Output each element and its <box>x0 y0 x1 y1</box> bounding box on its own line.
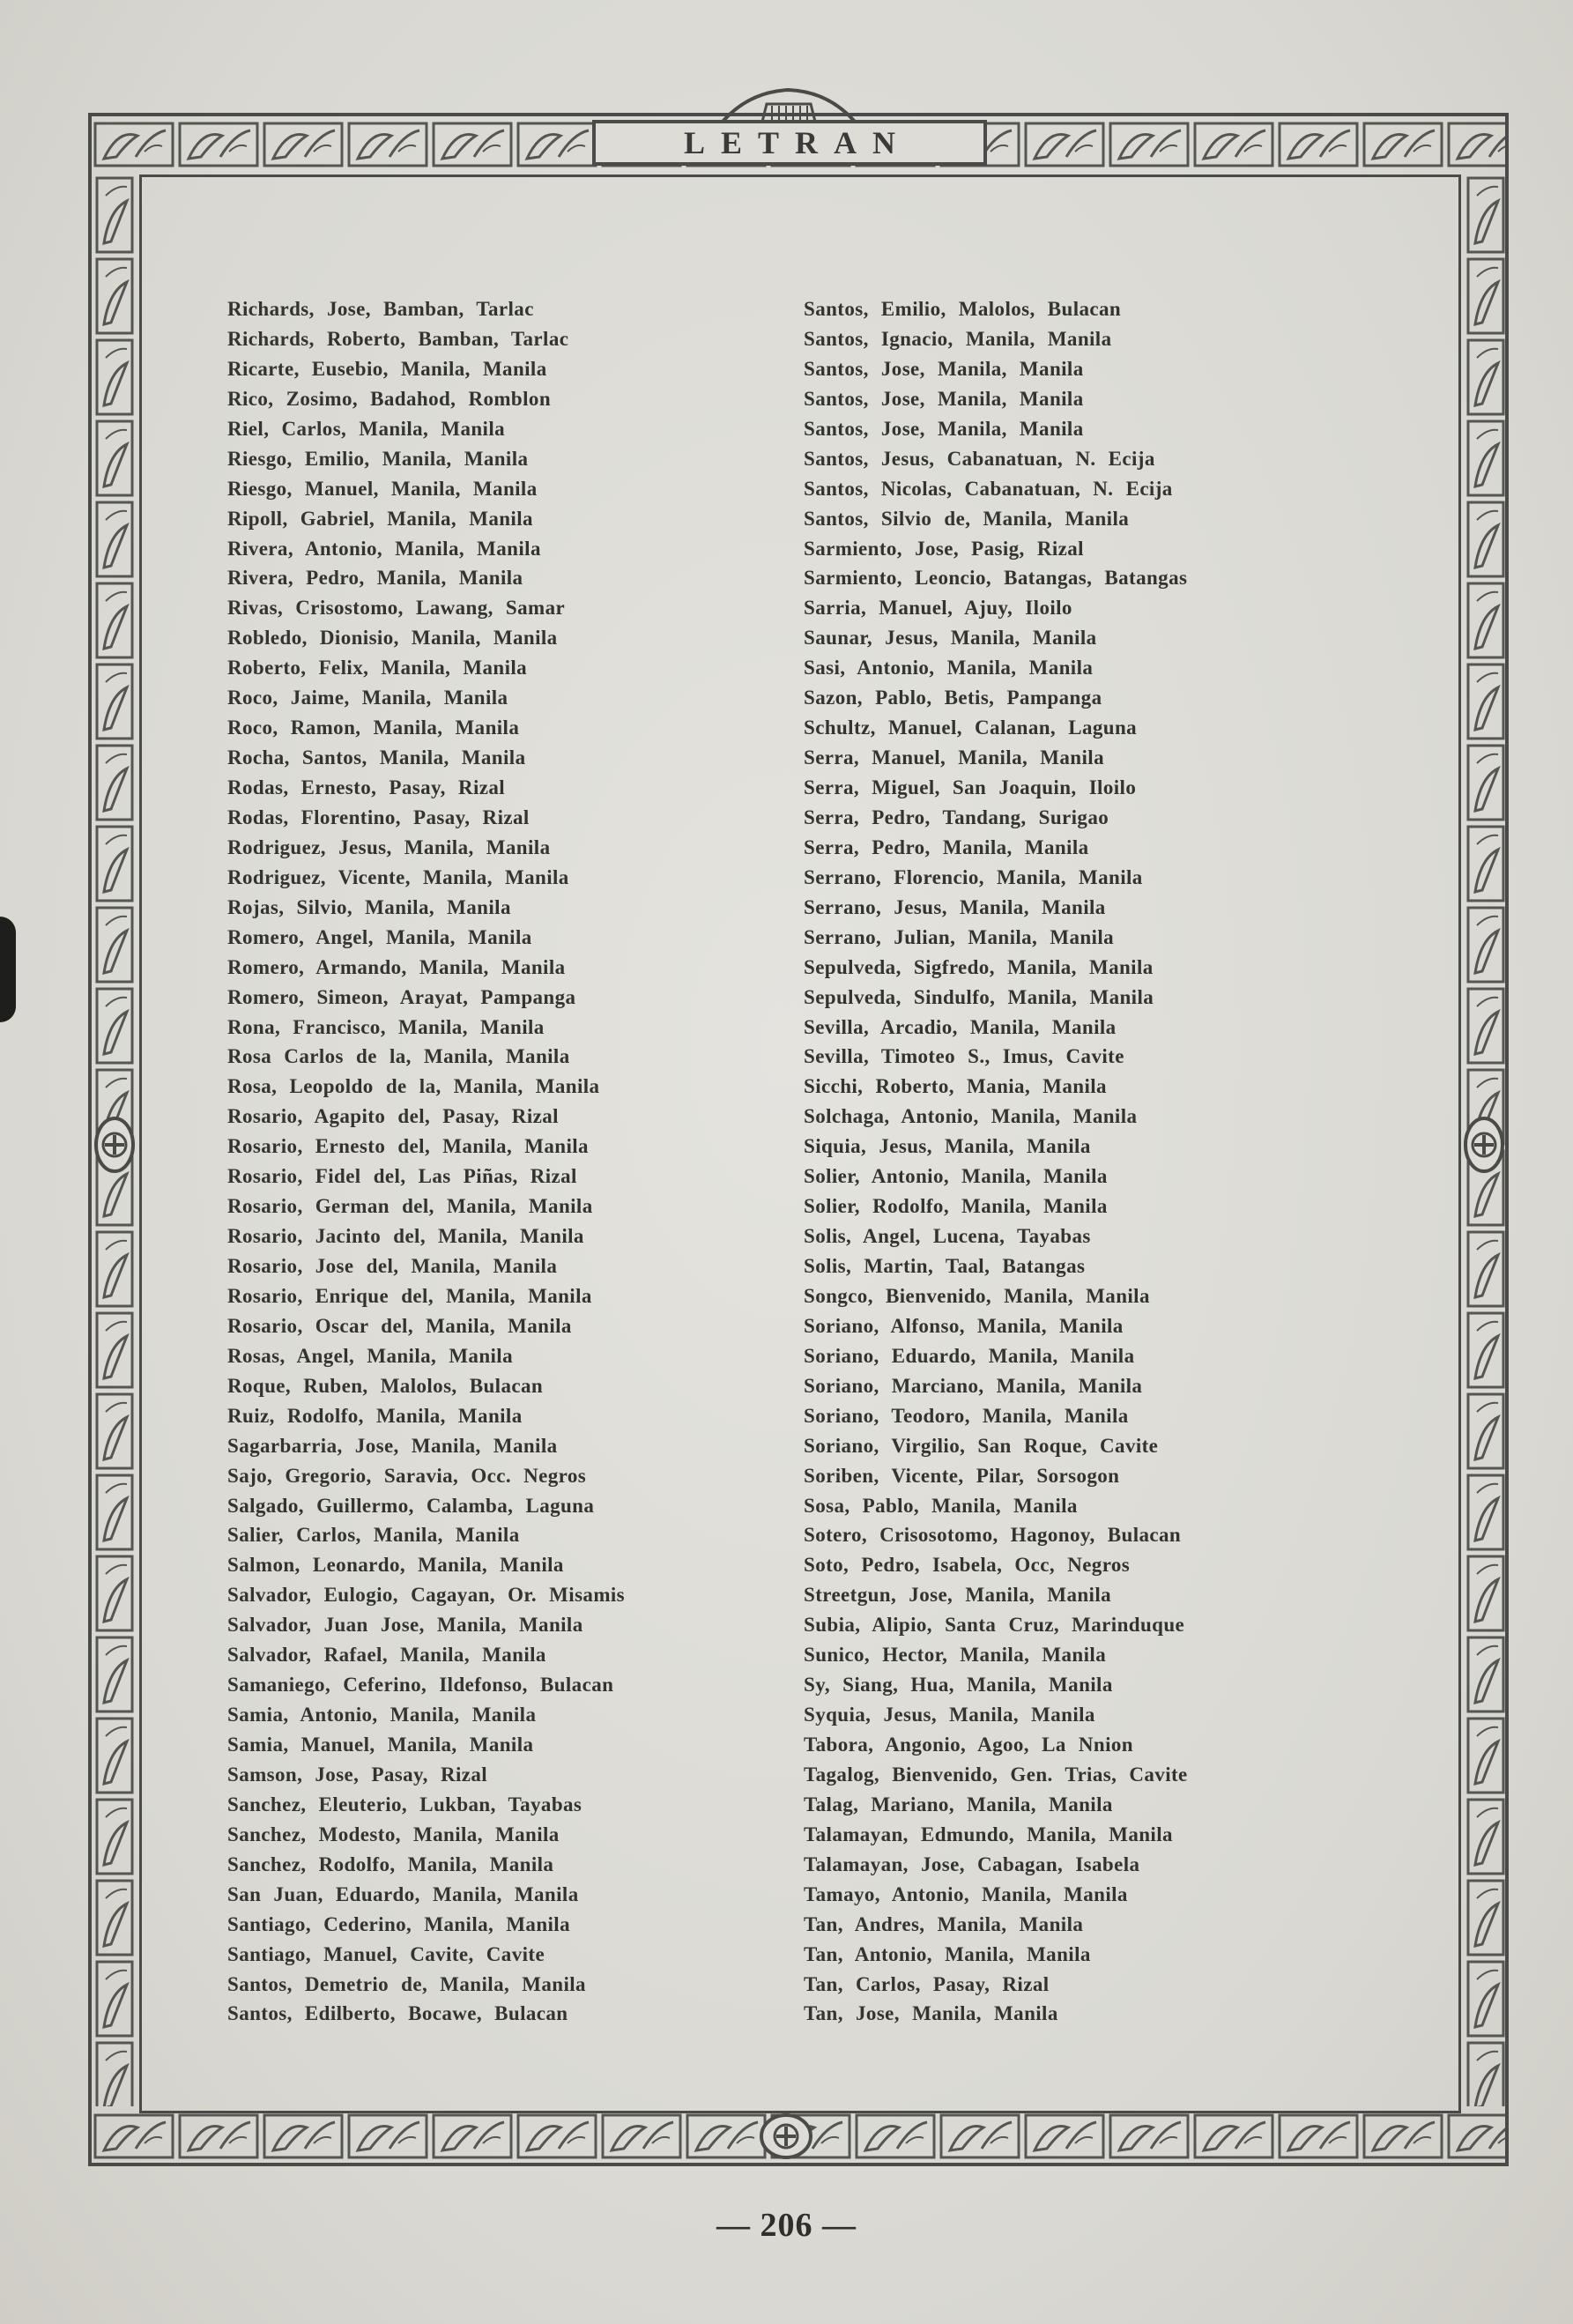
list-item: Serra, Miguel, San Joaquin, Iloilo <box>804 776 1137 798</box>
cross-medallion-right-icon <box>1463 1116 1505 1174</box>
list-item: Roque, Ruben, Malolos, Bulacan <box>227 1374 544 1397</box>
list-item: Samia, Manuel, Manila, Manila <box>227 1734 534 1756</box>
list-item: Soriano, Virgilio, San Roque, Cavite <box>804 1434 1159 1457</box>
list-item: Romero, Simeon, Arayat, Pampanga <box>227 985 576 1008</box>
list-item: Schultz, Manuel, Calanan, Laguna <box>804 717 1138 739</box>
header-plaque <box>592 120 987 166</box>
list-item: Rosas, Angel, Manila, Manila <box>227 1344 514 1367</box>
list-item: Rosario, German del, Manila, Manila <box>227 1195 593 1218</box>
list-item: Sanchez, Rodolfo, Manila, Manila <box>227 1853 554 1875</box>
list-item: Talamayan, Edmundo, Manila, Manila <box>804 1823 1173 1845</box>
list-item: Sevilla, Timoteo S., Imus, Cavite <box>804 1045 1124 1068</box>
cross-medallion-left-icon <box>93 1116 136 1174</box>
list-item: Saunar, Jesus, Manila, Manila <box>804 627 1097 650</box>
list-item: Salvador, Rafael, Manila, Manila <box>227 1644 546 1667</box>
list-item: Santiago, Manuel, Cavite, Cavite <box>227 1942 545 1965</box>
list-item: Soriben, Vicente, Pilar, Sorsogon <box>804 1464 1120 1487</box>
list-item: Salier, Carlos, Manila, Manila <box>227 1524 520 1547</box>
list-item: Tabora, Angonio, Agoo, La Nnion <box>804 1734 1133 1756</box>
list-item: Rivera, Pedro, Manila, Manila <box>227 567 523 590</box>
list-item: Salvador, Eulogio, Cagayan, Or. Misamis <box>227 1584 626 1607</box>
list-item: Riesgo, Manuel, Manila, Manila <box>227 477 538 500</box>
list-item: Sajo, Gregorio, Saravia, Occ. Negros <box>227 1464 587 1487</box>
list-item: Salgado, Guillermo, Calamba, Laguna <box>227 1494 595 1517</box>
list-item: Solis, Martin, Taal, Batangas <box>804 1255 1086 1277</box>
list-item: Sarmiento, Jose, Pasig, Rizal <box>804 537 1084 560</box>
list-item: Subia, Alipio, Santa Cruz, Marinduque <box>804 1614 1185 1637</box>
list-item: Rosario, Jacinto del, Manila, Manila <box>227 1225 584 1248</box>
list-item: Robledo, Dionisio, Manila, Manila <box>227 627 558 650</box>
list-item: Sanchez, Modesto, Manila, Manila <box>227 1823 560 1845</box>
list-item: Sazon, Pablo, Betis, Pampanga <box>804 687 1102 709</box>
list-item: Santos, Emilio, Malolos, Bulacan <box>804 298 1122 320</box>
list-item: Rosa, Leopoldo de la, Manila, Manila <box>227 1075 600 1098</box>
list-item: Santos, Demetrio de, Manila, Manila <box>227 1972 586 1995</box>
list-item: Roco, Ramon, Manila, Manila <box>227 717 520 739</box>
list-item: Rona, Francisco, Manila, Manila <box>227 1015 545 1038</box>
list-item: Tan, Carlos, Pasay, Rizal <box>804 1972 1050 1995</box>
list-item: Rocha, Santos, Manila, Manila <box>227 746 526 769</box>
list-item: Rodriguez, Vicente, Manila, Manila <box>227 865 569 888</box>
list-item: Riel, Carlos, Manila, Manila <box>227 417 506 440</box>
list-item: Tamayo, Antonio, Manila, Manila <box>804 1882 1128 1905</box>
list-item: Soriano, Teodoro, Manila, Manila <box>804 1404 1129 1427</box>
list-item: Salvador, Juan Jose, Manila, Manila <box>227 1614 583 1637</box>
list-item: Romero, Armando, Manila, Manila <box>227 955 566 978</box>
list-item: Riesgo, Emilio, Manila, Manila <box>227 447 529 470</box>
list-item: Sepulveda, Sigfredo, Manila, Manila <box>804 955 1154 978</box>
list-item: Rosario, Jose del, Manila, Manila <box>227 1255 558 1277</box>
list-item: Santos, Nicolas, Cabanatuan, N. Ecija <box>804 477 1173 500</box>
list-item: Santos, Ignacio, Manila, Manila <box>804 327 1112 350</box>
list-item: Rodriguez, Jesus, Manila, Manila <box>227 835 551 858</box>
list-item: Rodas, Florentino, Pasay, Rizal <box>227 806 530 828</box>
list-item: Sy, Siang, Hua, Manila, Manila <box>804 1674 1113 1697</box>
list-item: Richards, Jose, Bamban, Tarlac <box>227 298 534 320</box>
list-item: Santos, Edilberto, Bocawe, Bulacan <box>227 2002 568 2025</box>
list-item: Serra, Pedro, Tandang, Surigao <box>804 806 1109 828</box>
list-item: Sagarbarria, Jose, Manila, Manila <box>227 1434 558 1457</box>
list-item: Sarria, Manuel, Ajuy, Iloilo <box>804 597 1072 620</box>
list-item: Sotero, Crisosotomo, Hagonoy, Bulacan <box>804 1524 1182 1547</box>
list-item: Soriano, Eduardo, Manila, Manila <box>804 1344 1135 1367</box>
list-item: Soto, Pedro, Isabela, Occ, Negros <box>804 1554 1131 1577</box>
list-item: Syquia, Jesus, Manila, Manila <box>804 1704 1095 1726</box>
list-item: Sasi, Antonio, Manila, Manila <box>804 657 1094 679</box>
list-item: Sevilla, Arcadio, Manila, Manila <box>804 1015 1117 1038</box>
list-item: Sanchez, Eleuterio, Lukban, Tayabas <box>227 1793 582 1815</box>
list-item: Santos, Jose, Manila, Manila <box>804 417 1084 440</box>
list-item: Serra, Manuel, Manila, Manila <box>804 746 1104 769</box>
list-item: Sicchi, Roberto, Mania, Manila <box>804 1075 1107 1098</box>
list-item: Soriano, Marciano, Manila, Manila <box>804 1374 1143 1397</box>
list-item: Rojas, Silvio, Manila, Manila <box>227 895 511 918</box>
list-item: Santos, Jose, Manila, Manila <box>804 357 1084 380</box>
list-item: Santos, Jose, Manila, Manila <box>804 387 1084 410</box>
list-item: San Juan, Eduardo, Manila, Manila <box>227 1882 579 1905</box>
list-item: Rosario, Enrique del, Manila, Manila <box>227 1284 592 1307</box>
list-item: Serrano, Florencio, Manila, Manila <box>804 865 1143 888</box>
list-item: Siquia, Jesus, Manila, Manila <box>804 1135 1091 1158</box>
crest-ornament-icon <box>714 86 864 123</box>
list-item: Tan, Antonio, Manila, Manila <box>804 1942 1091 1965</box>
list-item: Samia, Antonio, Manila, Manila <box>227 1704 537 1726</box>
list-item: Santos, Jesus, Cabanatuan, N. Ecija <box>804 447 1155 470</box>
list-item: Ruiz, Rodolfo, Manila, Manila <box>227 1404 523 1427</box>
list-item: Romero, Angel, Manila, Manila <box>227 925 532 948</box>
list-item: Talamayan, Jose, Cabagan, Isabela <box>804 1853 1140 1875</box>
list-item: Richards, Roberto, Bamban, Tarlac <box>227 327 569 350</box>
list-item: Serrano, Jesus, Manila, Manila <box>804 895 1106 918</box>
list-item: Salmon, Leonardo, Manila, Manila <box>227 1554 564 1577</box>
list-item: Samson, Jose, Pasay, Rizal <box>227 1763 488 1786</box>
list-item: Santos, Silvio de, Manila, Manila <box>804 507 1130 530</box>
list-item: Solchaga, Antonio, Manila, Manila <box>804 1105 1138 1128</box>
list-item: Songco, Bienvenido, Manila, Manila <box>804 1284 1150 1307</box>
list-item: Rosario, Fidel del, Las Piñas, Rizal <box>227 1165 577 1188</box>
list-item: Ricarte, Eusebio, Manila, Manila <box>227 357 547 380</box>
list-item: Rivera, Antonio, Manila, Manila <box>227 537 541 560</box>
name-list-left <box>227 294 774 2029</box>
list-item: Serra, Pedro, Manila, Manila <box>804 835 1089 858</box>
list-item: Rivas, Crisostomo, Lawang, Samar <box>227 597 566 620</box>
list-item: Tan, Andres, Manila, Manila <box>804 1912 1084 1935</box>
header-title: LETRAN <box>683 125 912 160</box>
list-item: Santiago, Cederino, Manila, Manila <box>227 1912 571 1935</box>
list-item: Rosario, Oscar del, Manila, Manila <box>227 1314 572 1337</box>
list-item: Rodas, Ernesto, Pasay, Rizal <box>227 776 506 798</box>
list-item: Soriano, Alfonso, Manila, Manila <box>804 1314 1124 1337</box>
list-item: Solis, Angel, Lucena, Tayabas <box>804 1225 1091 1248</box>
page-number: — 206 — <box>716 2207 857 2244</box>
list-item: Talag, Mariano, Manila, Manila <box>804 1793 1113 1815</box>
list-item: Sunico, Hector, Manila, Manila <box>804 1644 1107 1667</box>
list-item: Sepulveda, Sindulfo, Manila, Manila <box>804 985 1154 1008</box>
list-item: Sarmiento, Leoncio, Batangas, Batangas <box>804 567 1188 590</box>
list-item: Samaniego, Ceferino, Ildefonso, Bulacan <box>227 1674 614 1697</box>
list-item: Roberto, Felix, Manila, Manila <box>227 657 528 679</box>
name-list-right <box>804 294 1368 2029</box>
cross-medallion-bottom-icon <box>758 2112 814 2161</box>
list-item: Rosario, Ernesto del, Manila, Manila <box>227 1135 589 1158</box>
list-item: Tagalog, Bienvenido, Gen. Trias, Cavite <box>804 1763 1188 1786</box>
list-item: Rico, Zosimo, Badahod, Romblon <box>227 387 552 410</box>
list-item: Ripoll, Gabriel, Manila, Manila <box>227 507 533 530</box>
list-item: Streetgun, Jose, Manila, Manila <box>804 1584 1112 1607</box>
list-item: Serrano, Julian, Manila, Manila <box>804 925 1115 948</box>
list-item: Rosario, Agapito del, Pasay, Rizal <box>227 1105 559 1128</box>
list-item: Solier, Rodolfo, Manila, Manila <box>804 1195 1108 1218</box>
list-item: Sosa, Pablo, Manila, Manila <box>804 1494 1078 1517</box>
list-item: Roco, Jaime, Manila, Manila <box>227 687 508 709</box>
list-item: Solier, Antonio, Manila, Manila <box>804 1165 1108 1188</box>
page-edge-shadow <box>0 917 16 1022</box>
list-item: Tan, Jose, Manila, Manila <box>804 2002 1058 2025</box>
list-item: Rosa Carlos de la, Manila, Manila <box>227 1045 570 1068</box>
